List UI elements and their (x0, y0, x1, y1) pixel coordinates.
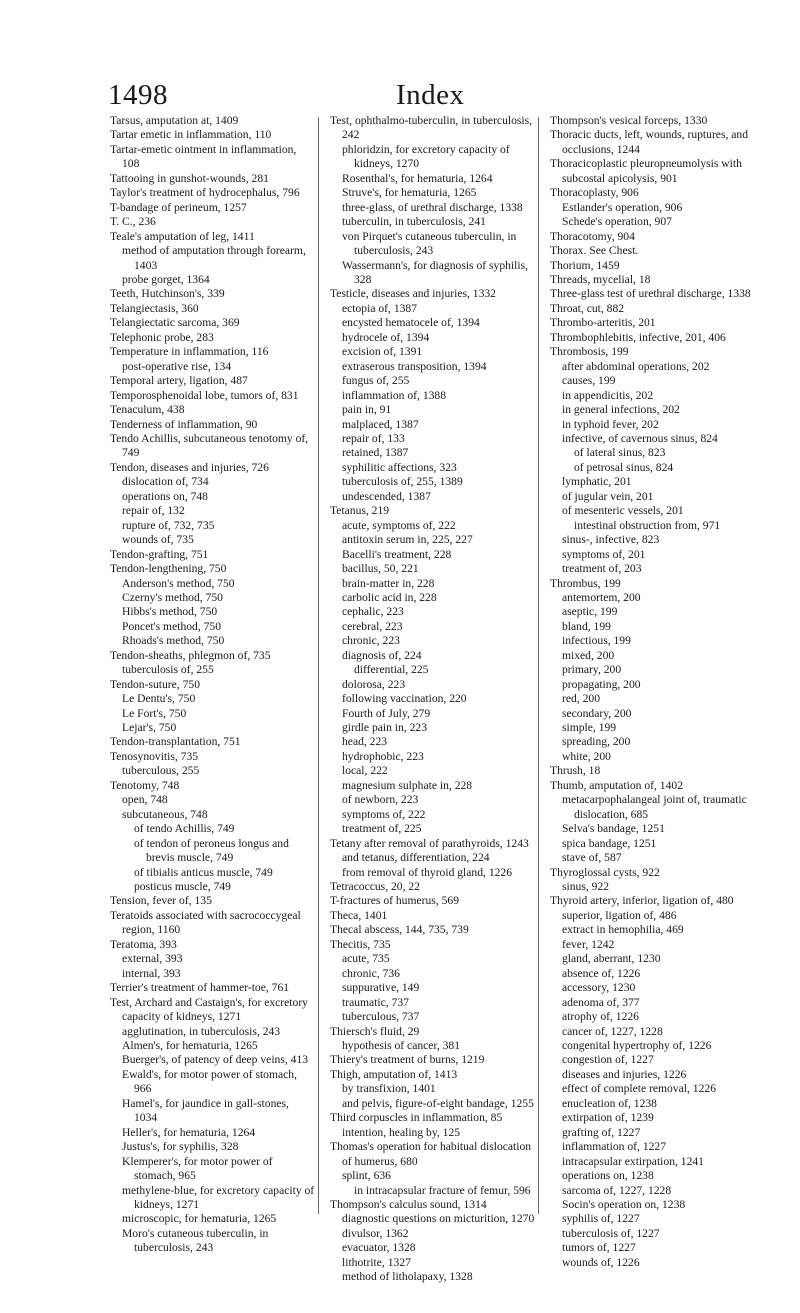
index-entry: metacarpophalangeal joint of, traumatic dislocation, 685 (562, 793, 747, 821)
index-entry: Tartar-emetic ointment in inflammation, 108 (110, 142, 297, 171)
index-entry: Telangiectasis, 360 (110, 301, 199, 315)
index-entry: Tendon-transplantation, 751 (110, 735, 241, 749)
index-entry: Bacelli's treatment, 228 (342, 547, 452, 561)
index-entry: infective, of cavernous sinus, 824 (562, 431, 718, 445)
index-entry: simple, 199 (562, 721, 617, 735)
index-entry: fever, 1242 (562, 937, 615, 951)
index-entry: dolorosa, 223 (342, 677, 406, 691)
index-entry: agglutination, in tuberculosis, 243 (122, 1024, 281, 1038)
index-entry: method of amputation through forearm, 1403 (122, 244, 306, 272)
index-entry: atrophy of, 1226 (562, 1010, 639, 1024)
index-entry: Thoracoplasty, 906 (550, 186, 639, 200)
index-entry: Thecal abscess, 144, 735, 739 (330, 923, 469, 937)
index-entry: Tendon-lengthening, 750 (110, 562, 227, 576)
index-entry: of petrosal sinus, 824 (574, 460, 674, 474)
index-entry: traumatic, 737 (342, 995, 409, 1009)
index-entry: spreading, 200 (562, 735, 631, 749)
index-entry: Telephonic probe, 283 (110, 330, 214, 344)
index-entry: treatment of, 225 (342, 822, 422, 836)
index-entry: Tattooing in gunshot-wounds, 281 (110, 171, 269, 185)
index-entry: repair of, 133 (342, 431, 405, 445)
index-entry: symptoms of, 201 (562, 547, 646, 561)
index-entry: Tendon-grafting, 751 (110, 547, 209, 561)
index-entry: Thiersch's fluid, 29 (330, 1024, 420, 1038)
index-entry: Tension, fever of, 135 (110, 894, 212, 908)
index-entry: Teratoids associated with sacrococcygeal region, 1160 (110, 908, 301, 937)
index-entry: Thrombosis, 199 (550, 345, 629, 359)
index-entry: rupture of, 732, 735 (122, 518, 215, 532)
index-entry: of tendon of peroneus longus and brevis muscle, 749 (134, 836, 289, 865)
index-entry: Temporosphenoidal lobe, tumors of, 831 (110, 388, 299, 402)
index-entry: dislocation of, 734 (122, 475, 209, 489)
index-entry: Test, Archard and Castaign's, for excretory capacity of kidneys, 1271 (110, 995, 308, 1024)
index-entry: head, 223 (342, 735, 388, 749)
index-entry: of tendo Achillis, 749 (134, 822, 235, 836)
index-entry: of jugular vein, 201 (562, 489, 654, 503)
index-entry: Thrush, 18 (550, 764, 601, 778)
index-entry: T-bandage of perineum, 1257 (110, 200, 247, 214)
index-entry: intracapsular extirpation, 1241 (562, 1154, 704, 1168)
index-entry: T. C., 236 (110, 215, 156, 229)
index-entry: treatment of, 203 (562, 562, 642, 576)
index-entry: Fourth of July, 279 (342, 706, 431, 720)
index-entry: external, 393 (122, 952, 183, 966)
column-divider (538, 117, 539, 1214)
index-entry: lymphatic, 201 (562, 475, 632, 489)
index-entry: extirpation of, 1239 (562, 1111, 654, 1125)
index-entry: Klemperer's, for motor power of stomach, 965 (122, 1154, 273, 1183)
index-entry: Throat, cut, 882 (550, 301, 625, 315)
index-entry: intention, healing by, 125 (342, 1125, 461, 1139)
index-entry: Struve's, for hematuria, 1265 (342, 186, 477, 200)
index-entry: Thiery's treatment of burns, 1219 (330, 1053, 485, 1067)
index-entry: operations on, 748 (122, 489, 208, 503)
index-entry: post-operative rise, 134 (122, 359, 232, 373)
index-entry: brain-matter in, 228 (342, 576, 435, 590)
index-entry: Almen's, for hematuria, 1265 (122, 1039, 258, 1052)
index-entry: in general infections, 202 (562, 403, 680, 417)
index-entry: three-glass, of urethral discharge, 1338 (342, 200, 523, 214)
index-entry: symptoms of, 222 (342, 807, 426, 821)
index-entry: infectious, 199 (562, 634, 631, 648)
index-entry: Lejar's, 750 (122, 721, 177, 735)
index-entry: stave of, 587 (562, 851, 622, 865)
index-entry: of mesenteric vessels, 201 (562, 504, 684, 518)
index-entry: repair of, 132 (122, 504, 185, 518)
index-column-3 (550, 114, 760, 1270)
index-entry: local, 222 (342, 764, 388, 778)
index-entry: fungus of, 255 (342, 374, 410, 388)
index-entry: Testicle, diseases and injuries, 1332 (330, 287, 496, 301)
index-entry: of lateral sinus, 823 (574, 446, 666, 460)
index-entry: cancer of, 1227, 1228 (562, 1024, 663, 1038)
index-entry: tumors of, 1227 (562, 1241, 636, 1255)
index-entry: Thoracic ducts, left, wounds, ruptures, and occlusions, 1244 (550, 128, 749, 156)
index-entry: tuberculosis of, 255, 1389 (342, 475, 463, 489)
index-entry: Selva's bandage, 1251 (562, 822, 665, 836)
index-entry: Taylor's treatment of hydrocephalus, 796 (110, 186, 300, 200)
index-entry: Tendo Achillis, subcutaneous tenotomy of, 749 (110, 431, 309, 460)
index-entry: Terrier's treatment of hammer-toe, 761 (110, 981, 290, 995)
index-entry: in intracapsular fracture of femur, 596 (354, 1183, 531, 1197)
index-entry: divulsor, 1362 (342, 1226, 409, 1240)
index-entry: girdle pain in, 223 (342, 721, 428, 735)
index-entry: secondary, 200 (562, 706, 632, 720)
index-entry: lithotrite, 1327 (342, 1255, 411, 1269)
index-entry: Hamel's, for jaundice in gall-stones, 1034 (122, 1096, 289, 1125)
index-entry: Ewald's, for motor power of stomach, 966 (122, 1067, 297, 1096)
index-entry: Threads, mycelial, 18 (550, 272, 651, 286)
index-entry: by transfixion, 1401 (342, 1082, 436, 1096)
index-entry: Anderson's method, 750 (122, 576, 235, 590)
index-entry: and pelvis, figure-of-eight bandage, 1255 (342, 1096, 534, 1110)
index-entry: Teratoma, 393 (110, 937, 177, 951)
index-entry: microscopic, for hematuria, 1265 (122, 1212, 277, 1226)
index-entry: inflammation of, 1227 (562, 1140, 667, 1154)
index-entry: hypothesis of cancer, 381 (342, 1039, 461, 1052)
index-entry: cerebral, 223 (342, 619, 403, 633)
index-entry: bacillus, 50, 221 (342, 562, 419, 576)
index-entry: Schede's operation, 907 (562, 215, 672, 229)
index-entry: Thigh, amputation of, 1413 (330, 1067, 458, 1081)
index-entry: Tenotomy, 748 (110, 778, 180, 792)
index-entry: Le Dentu's, 750 (122, 692, 196, 706)
index-entry: probe gorget, 1364 (122, 272, 210, 286)
index-entry: wounds of, 1226 (562, 1255, 640, 1269)
index-entry: Thrombo-arteritis, 201 (550, 316, 656, 330)
index-entry: chronic, 736 (342, 966, 400, 980)
index-entry: Moro's cutaneous tuberculin, in tuberculosis, 243 (122, 1226, 269, 1255)
index-entry: enucleation of, 1238 (562, 1096, 657, 1110)
index-entry: Thrombus, 199 (550, 576, 621, 590)
index-entry: open, 748 (122, 793, 168, 807)
index-entry: von Pirquet's cutaneous tuberculin, in tuberculosis, 243 (342, 229, 517, 258)
index-entry: tuberculous, 255 (122, 764, 200, 778)
index-entry: tuberculosis of, 255 (122, 663, 214, 677)
index-entry: Thomas's operation for habitual dislocation of humerus, 680 (330, 1140, 532, 1168)
index-entry: Third corpuscles in inflammation, 85 (330, 1111, 503, 1125)
index-entry: Thyroid artery, inferior, ligation of, 480 (550, 894, 734, 908)
index-entry: chronic, 223 (342, 634, 400, 648)
index-entry: splint, 636 (342, 1169, 391, 1183)
index-entry: Rosenthal's, for hematuria, 1264 (342, 171, 493, 185)
index-entry: propagating, 200 (562, 677, 641, 691)
index-entry: intestinal obstruction from, 971 (574, 518, 721, 532)
index-entry: Poncet's method, 750 (122, 619, 222, 633)
index-entry: Tartar emetic in inflammation, 110 (110, 128, 272, 142)
index-entry: phloridzin, for excretory capacity of kidneys, 1270 (342, 142, 510, 171)
index-entry: extract in hemophilia, 469 (562, 923, 684, 937)
index-entry: mixed, 200 (562, 648, 615, 662)
index-entry: extraserous transposition, 1394 (342, 359, 487, 373)
index-entry: tuberculin, in tuberculosis, 241 (342, 215, 486, 229)
index-entry: Buerger's, of patency of deep veins, 413 (122, 1053, 309, 1067)
index-entry: Hibbs's method, 750 (122, 605, 218, 619)
index-entry: following vaccination, 220 (342, 692, 467, 706)
index-entry: posticus muscle, 749 (134, 880, 231, 894)
index-entry: primary, 200 (562, 663, 622, 677)
index-entry: antitoxin serum in, 225, 227 (342, 533, 473, 547)
index-entry: differential, 225 (354, 663, 429, 677)
index-entry: syphilis of, 1227 (562, 1212, 640, 1226)
index-entry: Tendon, diseases and injuries, 726 (110, 460, 269, 474)
index-entry: wounds of, 735 (122, 533, 194, 547)
index-entry: of newborn, 223 (342, 793, 419, 807)
index-entry: Thumb, amputation of, 1402 (550, 778, 683, 792)
index-entry: Teale's amputation of leg, 1411 (110, 229, 255, 243)
index-entry: Telangiectatic sarcoma, 369 (110, 316, 240, 330)
index-entry: Thecitis, 735 (330, 937, 391, 951)
index-entry: cephalic, 223 (342, 605, 404, 619)
index-entry: tuberculous, 737 (342, 1010, 420, 1024)
index-entry: red, 200 (562, 692, 600, 706)
index-entry: Tenaculum, 438 (110, 403, 185, 417)
index-entry: operations on, 1238 (562, 1169, 654, 1183)
index-entry: pain in, 91 (342, 403, 392, 417)
index-entry: excision of, 1391 (342, 345, 423, 359)
index-entry: adenoma of, 377 (562, 995, 640, 1009)
index-entry: congenital hypertrophy of, 1226 (562, 1039, 712, 1052)
index-entry: carbolic acid in, 228 (342, 590, 437, 604)
index-entry: Thorax. See Chest. (550, 244, 639, 258)
index-entry: T-fractures of humerus, 569 (330, 894, 459, 908)
column-divider (318, 117, 319, 1214)
index-entry: white, 200 (562, 749, 611, 763)
index-entry: superior, ligation of, 486 (562, 908, 677, 922)
index-entry: syphilitic affections, 323 (342, 460, 457, 474)
index-entry: Theca, 1401 (330, 908, 388, 922)
index-entry: sinus-, infective, 823 (562, 533, 660, 547)
index-entry: internal, 393 (122, 966, 181, 980)
index-entry: Thoracotomy, 904 (550, 229, 635, 243)
index-entry: Thrombophlebitis, infective, 201, 406 (550, 330, 726, 344)
index-entry: bland, 199 (562, 619, 611, 633)
index-entry: aseptic, 199 (562, 605, 618, 619)
index-entry: Heller's, for hematuria, 1264 (122, 1125, 256, 1139)
index-entry: diagnostic questions on micturition, 1270 (342, 1212, 535, 1226)
index-entry: spica bandage, 1251 (562, 836, 657, 850)
index-entry: Tetany after removal of parathyroids, 1243 (330, 836, 529, 850)
index-entry: Thyroglossal cysts, 922 (550, 865, 660, 879)
index-entry: Socin's operation on, 1238 (562, 1197, 686, 1211)
index-entry: method of litholapaxy, 1328 (342, 1270, 473, 1284)
index-entry: absence of, 1226 (562, 966, 641, 980)
index-entry: evacuator, 1328 (342, 1241, 416, 1255)
index-entry: ectopia of, 1387 (342, 301, 418, 315)
index-entry: Thorium, 1459 (550, 258, 620, 272)
index-entry: Three-glass test of urethral discharge, 1338 (550, 287, 751, 301)
index-entry: Tendon-sheaths, phlegmon of, 735 (110, 648, 271, 662)
index-entry: in typhoid fever, 202 (562, 417, 659, 431)
index-entry: retained, 1387 (342, 446, 409, 460)
index-entry: Le Fort's, 750 (122, 706, 187, 720)
index-entry: causes, 199 (562, 374, 616, 388)
index-entry: after abdominal operations, 202 (562, 359, 710, 373)
index-entry: Teeth, Hutchinson's, 339 (110, 287, 225, 301)
index-entry: Estlander's operation, 906 (562, 200, 683, 214)
index-entry: Temperature in inflammation, 116 (110, 345, 269, 359)
index-entry: Wassermann's, for diagnosis of syphilis, 328 (342, 258, 528, 286)
index-column-2 (330, 114, 535, 1285)
index-entry: inflammation of, 1388 (342, 388, 447, 402)
index-entry: Tenosynovitis, 735 (110, 749, 199, 763)
index-entry: Tetanus, 219 (330, 504, 390, 518)
index-entry: Justus's, for syphilis, 328 (122, 1140, 239, 1154)
index-entry: Tarsus, amputation at, 1409 (110, 114, 239, 127)
index-entry: antemortem, 200 (562, 590, 641, 604)
index-entry: grafting of, 1227 (562, 1125, 641, 1139)
index-entry: acute, symptoms of, 222 (342, 518, 456, 532)
index-entry: acute, 735 (342, 952, 390, 966)
index-column-1 (110, 114, 315, 1256)
index-entry: magnesium sulphate in, 228 (342, 778, 473, 792)
index-entry: from removal of thyroid gland, 1226 (342, 865, 513, 879)
index-entry: hydrocele of, 1394 (342, 330, 430, 344)
index-entry: sarcoma of, 1227, 1228 (562, 1183, 672, 1197)
page-number: 1498 (108, 79, 168, 111)
index-entry: tuberculosis of, 1227 (562, 1226, 660, 1240)
index-entry: Thompson's calculus sound, 1314 (330, 1197, 487, 1211)
index-entry: Tendon-suture, 750 (110, 677, 200, 691)
index-entry: Czerny's method, 750 (122, 590, 223, 604)
index-entry: Tetracoccus, 20, 22 (330, 880, 420, 894)
index-entry: and tetanus, differentiation, 224 (342, 851, 490, 865)
index-entry: sinus, 922 (562, 880, 610, 894)
index-entry: Tenderness of inflammation, 90 (110, 417, 258, 431)
index-entry: of tibialis anticus muscle, 749 (134, 865, 273, 879)
index-entry: in appendicitis, 202 (562, 388, 654, 402)
index-entry: effect of complete removal, 1226 (562, 1082, 716, 1096)
index-entry: Thoracicoplastic pleuropneumolysis with subcostal apicolysis, 901 (550, 157, 742, 185)
index-entry: diagnosis of, 224 (342, 648, 422, 662)
index-entry: subcutaneous, 748 (122, 807, 208, 821)
index-entry: Thompson's vesical forceps, 1330 (550, 114, 708, 127)
index-entry: methylene-blue, for excretory capacity of kidneys, 1271 (122, 1183, 315, 1211)
index-entry: accessory, 1230 (562, 981, 636, 995)
index-entry: hydrophobic, 223 (342, 749, 424, 763)
index-entry: suppurative, 149 (342, 981, 420, 995)
index-entry: Temporal artery, ligation, 487 (110, 374, 248, 388)
page-title: Index (396, 79, 465, 111)
index-entry: encysted hematocele of, 1394 (342, 316, 480, 330)
index-entry: Test, ophthalmo-tuberculin, in tuberculosis, 242 (330, 114, 533, 142)
index-entry: Rhoads's method, 750 (122, 634, 225, 648)
index-entry: malplaced, 1387 (342, 417, 419, 431)
index-entry: congestion of, 1227 (562, 1053, 654, 1067)
index-entry: gland, aberrant, 1230 (562, 952, 661, 966)
index-entry: diseases and injuries, 1226 (562, 1067, 687, 1081)
index-entry: undescended, 1387 (342, 489, 431, 503)
